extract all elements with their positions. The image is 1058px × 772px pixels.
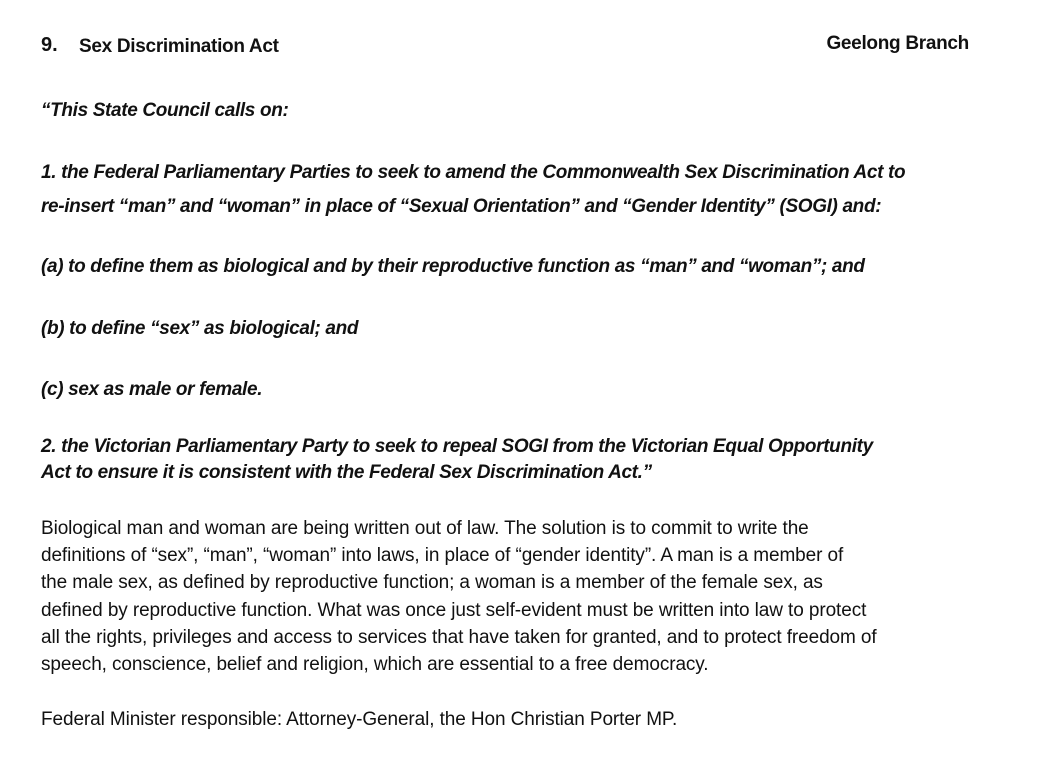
rationale-line: the male sex, as defined by reproductive function; a woman is a member of the female sex, as (41, 572, 823, 593)
motion-number: 9. (41, 34, 58, 56)
submitting-branch: Geelong Branch (826, 33, 969, 54)
motion-header (41, 32, 969, 60)
rationale-line: speech, conscience, belief and religion, which are essential to a free democracy. (41, 654, 709, 675)
motion-item-2-line-2: Act to ensure it is consistent with the Federal Sex Discrimination Act.” (41, 462, 652, 483)
rationale-line: definitions of “sex”, “man”, “woman” into laws, in place of “gender identity”. A man is a member of (41, 545, 844, 566)
motion-item-1-line-2: re-insert “man” and “woman” in place of “Sexual Orientation” and “Gender Identity” (SOGI) and: (41, 196, 882, 217)
motion-sub-item-b: (b) to define “sex” as biological; and (41, 318, 359, 339)
rationale-line: Biological man and woman are being written out of law. The solution is to commit to write the (41, 518, 809, 539)
rationale-line: defined by reproductive function. What was once just self-evident must be written into law to protect (41, 600, 867, 621)
motion-intro: “This State Council calls on: (41, 100, 289, 121)
motion-item-2-line-1: 2. the Victorian Parliamentary Party to seek to repeal SOGI from the Victorian Equal Opportunity (41, 436, 873, 457)
motion-sub-item-c: (c) sex as male or female. (41, 379, 263, 400)
motion-item-1-line-1: 1. the Federal Parliamentary Parties to seek to amend the Commonwealth Sex Discrimination Act to (41, 162, 906, 183)
motion-sub-item-a: (a) to define them as biological and by their reproductive function as “man” and “woman”; and (41, 256, 865, 277)
minister-responsible: Federal Minister responsible: Attorney-General, the Hon Christian Porter MP. (41, 709, 678, 730)
motion-title: Sex Discrimination Act (79, 36, 279, 57)
rationale-line: all the rights, privileges and access to services that have taken for granted, and to protect freedom of (41, 627, 877, 648)
